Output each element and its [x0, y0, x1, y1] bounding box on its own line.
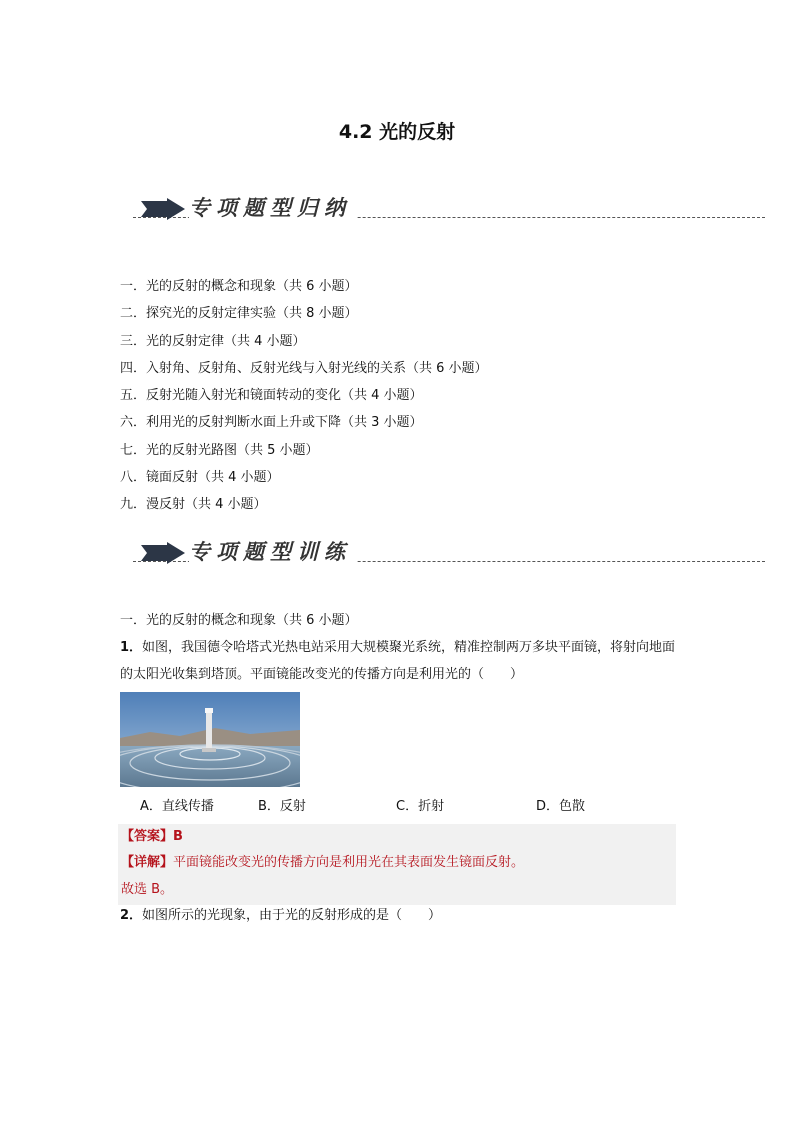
arrow-right-icon	[141, 198, 185, 220]
list-item: 八．镜面反射（共 4 小题）	[120, 470, 280, 486]
question-1	[120, 634, 680, 688]
list-item: 六．利用光的反射判断水面上升或下降（共 3 小题）	[120, 415, 423, 431]
detail-line	[121, 851, 524, 870]
question-2	[120, 902, 680, 929]
option-b[interactable]: B．反射	[258, 799, 306, 814]
answer-options	[140, 795, 700, 817]
detail-text: 平面镜能改变光的传播方向是利用光在其表面发生镜面反射。	[173, 855, 525, 870]
solar-tower-photo	[120, 692, 300, 787]
conclusion-line: 故选 B。	[121, 882, 174, 897]
section-title-summary: 专项题型归纳	[189, 192, 357, 222]
list-item: 七．光的反射光路图（共 5 小题）	[120, 442, 319, 458]
option-d[interactable]: D．色散	[536, 799, 586, 814]
option-c[interactable]: C．折射	[396, 799, 445, 814]
question-number: 1．	[120, 640, 143, 655]
topic-list	[120, 273, 488, 519]
part-heading: 一．光的反射的概念和现象（共 6 小题）	[120, 613, 358, 628]
answer-tag: 【答案】	[121, 829, 174, 844]
option-a[interactable]: A．直线传播	[140, 799, 214, 814]
detail-tag: 【详解】	[121, 855, 174, 870]
list-item: 二．探究光的反射定律实验（共 8 小题）	[120, 306, 358, 322]
section-banner-summary	[133, 192, 765, 228]
question-number: 2．	[120, 908, 143, 923]
question-text: 如图所示的光现象，由于光的反射形成的是（ ）	[142, 908, 442, 923]
answer-explanation-box	[118, 824, 676, 905]
answer-line	[121, 825, 183, 844]
list-item: 四．入射角、反射角、反射光线与入射光线的关系（共 6 小题）	[120, 360, 488, 376]
arrow-right-icon	[141, 542, 185, 564]
list-item: 一．光的反射的概念和现象（共 6 小题）	[120, 279, 358, 294]
question-text: 如图，我国德令哈塔式光热电站采用大规模聚光系统，精准控制两万多块平面镜，将射向地面的太阳光收集到塔顶。平面镜能改变光的传播方向是利用光的（ ）	[120, 640, 676, 682]
answer-value: B	[173, 829, 183, 844]
solar-tower-image	[120, 692, 300, 787]
list-item: 五．反射光随入射光和镜面转动的变化（共 4 小题）	[120, 388, 423, 404]
section-banner-training	[133, 536, 765, 572]
list-item: 三．光的反射定律（共 4 小题）	[120, 333, 306, 349]
list-item: 九．漫反射（共 4 小题）	[120, 497, 267, 513]
page-title: 4.2 光的反射	[338, 121, 456, 143]
section-title-training: 专项题型训练	[189, 536, 357, 566]
